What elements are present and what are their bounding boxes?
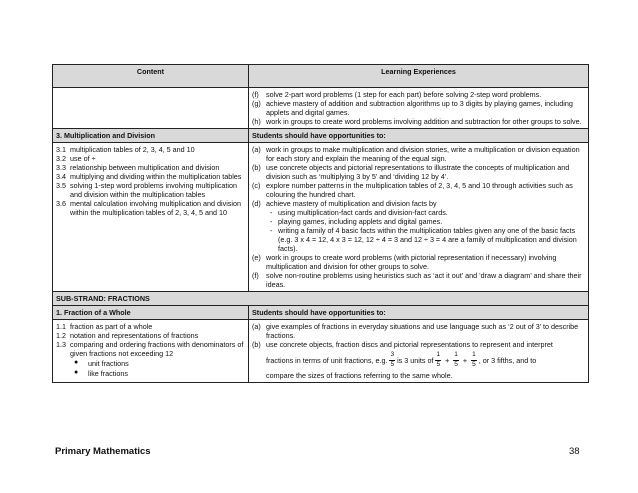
learning-item: (f) solve non-routine problems using heuristics such as ‘act it out’ and ‘draw a diagram’ and share their ideas. [252,271,582,289]
learning-item: (g) achieve mastery of addition and subtraction algorithms up to 3 digits by playing games, including applets and digital games. [252,99,573,117]
section-header-row [53,306,589,320]
content-item: 1.1 fraction as part of a whole [56,322,153,331]
opportunities-heading: Students should have opportunities to: [249,129,589,143]
page-number: 38 [569,446,580,457]
section-title: 1. Fraction of a Whole [53,306,249,320]
content-item: 3.4 multiplying and dividing within the multiplication tables [56,172,242,181]
learning-cell [249,143,589,292]
learning-item: (b) use concrete objects and pictorial representations to illustrate the concepts of multiplication and division such as ‘multiplying 3 by 5’ and ‘dividing 12 by 4’. [252,163,570,181]
unit-fraction: $\frac{1}{5}$ [436,351,441,368]
table-header-row [53,65,589,88]
learning-item: (b) use concrete objects, fraction discs and pictorial representations to represent and interpret [252,340,553,349]
header-learning-experiences: Learning Experiences [249,65,589,88]
learning-item: (d) achieve mastery of multiplication and division facts by [252,199,437,208]
sub-item: - writing a family of 4 basic facts within the multiplication tables given any one of the basic facts (e.g. 3 x 4 = 12, 4 x 3 = 12, 12 ÷ 4 = 3 and 12 ÷ 3 = 4 are a family of multiplication and division facts). [270,226,577,253]
substrand-row [53,292,589,306]
sub-item: - playing games, including applets and digital games. [270,217,443,226]
content-cell-empty [53,88,249,129]
learning-cell [249,88,589,129]
content-item: 3.1 multiplication tables of 2, 3, 4, 5 and 10 [56,145,195,154]
bullet-item: ● like fractions [74,369,128,378]
learning-item: (a) work in groups to make multiplication and division stories, write a multiplication or division equation for each story and explain the meaning of the equal sign. [252,145,580,163]
substrand-title: SUB-STRAND: FRACTIONS [53,292,589,306]
table-row-multiplication [53,143,589,292]
learning-item: (c) explore number patterns in the multiplication tables of 2, 3, 4, 5 and 10 through activities such as colouring the hundred chart. [252,181,573,199]
content-item: 3.3 relationship between multiplication and division [56,163,220,172]
table-row-fractions [53,320,589,383]
content-item: 3.2 use of ÷ [56,154,96,163]
fraction-three-fifths: $\frac{3}{5}$ [390,351,395,368]
learning-item: (a) give examples of fractions in everyday situations and use language such as ‘2 out of 3’ to describe fractions. [252,322,579,340]
content-cell [53,320,249,383]
table-row-continued [53,88,589,129]
content-item: 1.2 notation and representations of fractions [56,331,199,340]
opportunities-heading: Students should have opportunities to: [249,306,589,320]
sub-item: - using multiplication-fact cards and division-fact cards. [270,208,448,217]
content-item: 1.3 comparing and ordering fractions with denominators of given fractions not exceeding 12 [56,340,244,358]
learning-cell [249,320,589,383]
bullet-item: ● unit fractions [74,359,129,368]
bullet-icon: ● [74,369,79,376]
unit-fraction: $\frac{1}{5}$ [472,351,476,368]
section-header-row [53,129,589,143]
learning-item: (e) work in groups to create word problems (with pictorial representation if necessary) involving multiplication and division for other groups to solve. [252,253,557,271]
footer-title: Primary Mathematics [55,446,151,457]
header-content: Content [53,65,249,88]
learning-item-continued: compare the sizes of fractions referring to the same whole. [266,371,453,380]
content-item: 3.6 mental calculation involving multiplication and division within the multiplication tables of 2, 3, 4, 5 and 10 [56,199,241,217]
bullet-icon: ● [74,359,79,366]
learning-item: (h) work in groups to create word problems involving addition and subtraction for other groups to solve. [252,117,582,126]
curriculum-table [52,64,589,383]
section-title: 3. Multiplication and Division [53,129,249,143]
fraction-example-line: fractions in terms of unit fractions, e.g. $\frac{3}{5}$ is 3 units of $\frac{1}{5}$ + $\frac{1}{5}$ + $\frac{1}{5}$ , or 3 fifths, and to [266,351,537,368]
content-item: 3.5 solving 1-step word problems involving multiplication and division within the multiplication tables [56,181,237,199]
unit-fraction: $\frac{1}{5}$ [454,351,458,368]
learning-item: (f) solve 2-part word problems (1 step for each part) before solving 2-step word problems. [252,90,542,99]
content-cell [53,143,249,292]
